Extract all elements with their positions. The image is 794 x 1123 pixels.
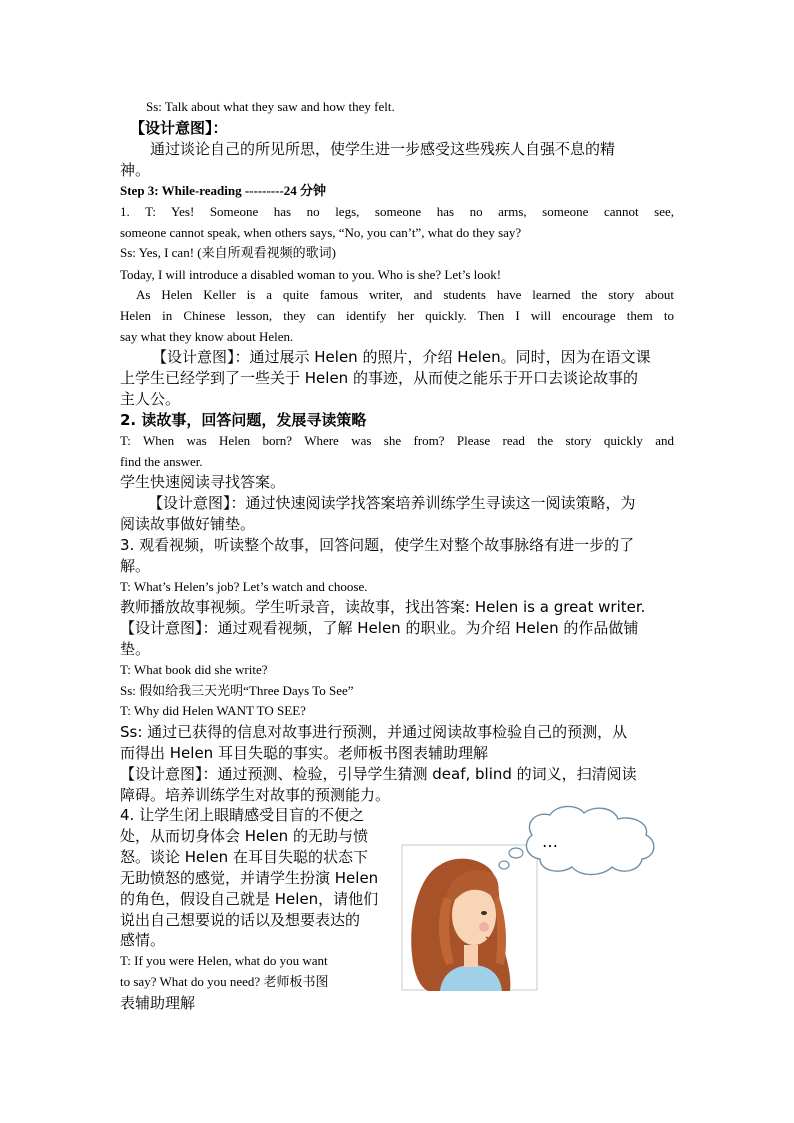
text-line: find the answer. (120, 454, 203, 469)
text-line: 神。 (120, 161, 151, 179)
text-line: 【设计意图】：通过观看视频，了解 Helen 的职业。为介绍 Helen 的作品做铺 (120, 619, 639, 637)
thought-text: … (542, 832, 558, 851)
text-line: say what they know about Helen. (120, 329, 294, 344)
text-line: 阅读故事做好铺垫。 (120, 515, 256, 533)
text-line: 说出自己想要说的话以及想要表达的 (120, 911, 361, 929)
section-heading: 4. 让学生闭上眼睛感受目盲的不便之 (120, 806, 365, 824)
text-line: 怒。谈论 Helen 在耳目失聪的状态下 (120, 848, 368, 866)
text-line: Today, I will introduce a disabled woman to you. Who is she? Let’s look! (120, 267, 502, 282)
text-line: 上学生已经学到了一些关于 Helen 的事迹，从而使之能乐于开口去谈论故事的 (120, 369, 638, 387)
section-heading: 3. 观看视频，听读整个故事，回答问题，使学生对整个故事脉络有进一步的了 (120, 536, 635, 554)
text-line: T: Why did Helen WANT TO SEE? (120, 703, 306, 718)
design-intent-heading: 【设计意图】： (130, 119, 228, 137)
helen-thinking-icon (400, 805, 665, 995)
text-line: 【设计意图】：通过快速阅读学找答案培养训练学生寻读这一阅读策略，为 (148, 494, 636, 512)
text-line: someone cannot speak, when others says, “No, you can’t”, what do they say? (120, 225, 522, 240)
text-line: 【设计意图】：通过预测、检验，引导学生猜测 deaf, blind 的词义，扫清阅读 (120, 765, 637, 783)
text-line: 垫。 (120, 640, 151, 658)
text-line: to say? What do you need? 老师板书图 (120, 974, 329, 989)
text-line: 主人公。 (120, 390, 181, 408)
text-line: Ss: 假如给我三天光明“Three Days To See” (120, 683, 354, 698)
text-line: 处，从而切身体会 Helen 的无助与愤 (120, 827, 368, 845)
text-line: T: When was Helen born? Where was she from? Please read the story quickly and (120, 433, 674, 448)
text-line: 学生快速阅读寻找答案。 (120, 473, 286, 491)
text-line: 感情。 (120, 931, 166, 949)
text-line: 通过谈论自己的所见所思，使学生进一步感受这些残疾人自强不息的精 (150, 140, 616, 158)
text-line: As Helen Keller is a quite famous writer, and students have learned the story about (136, 287, 674, 302)
text-line: T: What book did she write? (120, 662, 268, 677)
text-line: Helen in Chinese lesson, they can identify her quickly. Then I will encourage them to (120, 308, 674, 323)
text-line: 障碍。培养训练学生对故事的预测能力。 (120, 786, 391, 804)
text-line: 的角色，假设自己就是 Helen，请他们 (120, 890, 379, 908)
text-line: 【设计意图】：通过展示 Helen 的照片，介绍 Helen。同时，因为在语文课 (152, 348, 651, 366)
text-line: T: What’s Helen’s job? Let’s watch and choose. (120, 579, 368, 594)
text-line: 教师播放故事视频。学生听录音，读故事，找出答案: Helen is a great writer. (120, 598, 646, 616)
step-heading: Step 3: While-reading ---------24 分钟 (120, 183, 327, 198)
text-line: Ss: 通过已获得的信息对故事进行预测，并通过阅读故事检验自己的预测，从 (120, 723, 628, 741)
text-line: Ss: Talk about what they saw and how they felt. (146, 99, 395, 114)
text-line: 1. T: Yes! Someone has no legs, someone has no arms, someone cannot see, (120, 204, 674, 219)
section-heading: 2. 读故事，回答问题，发展寻读策略 (120, 411, 367, 429)
text-line: 无助愤怒的感觉，并请学生扮演 Helen (120, 869, 379, 887)
text-line: 而得出 Helen 耳目失聪的事实。老师板书图表辅助理解 (120, 744, 488, 762)
text-line: 表辅助理解 (120, 994, 196, 1012)
helen-illustration (400, 805, 665, 995)
text-line: 解。 (120, 557, 151, 575)
text-line: T: If you were Helen, what do you want (120, 953, 328, 968)
text-line: Ss: Yes, I can! (来自所观看视频的歌词) (120, 245, 336, 260)
